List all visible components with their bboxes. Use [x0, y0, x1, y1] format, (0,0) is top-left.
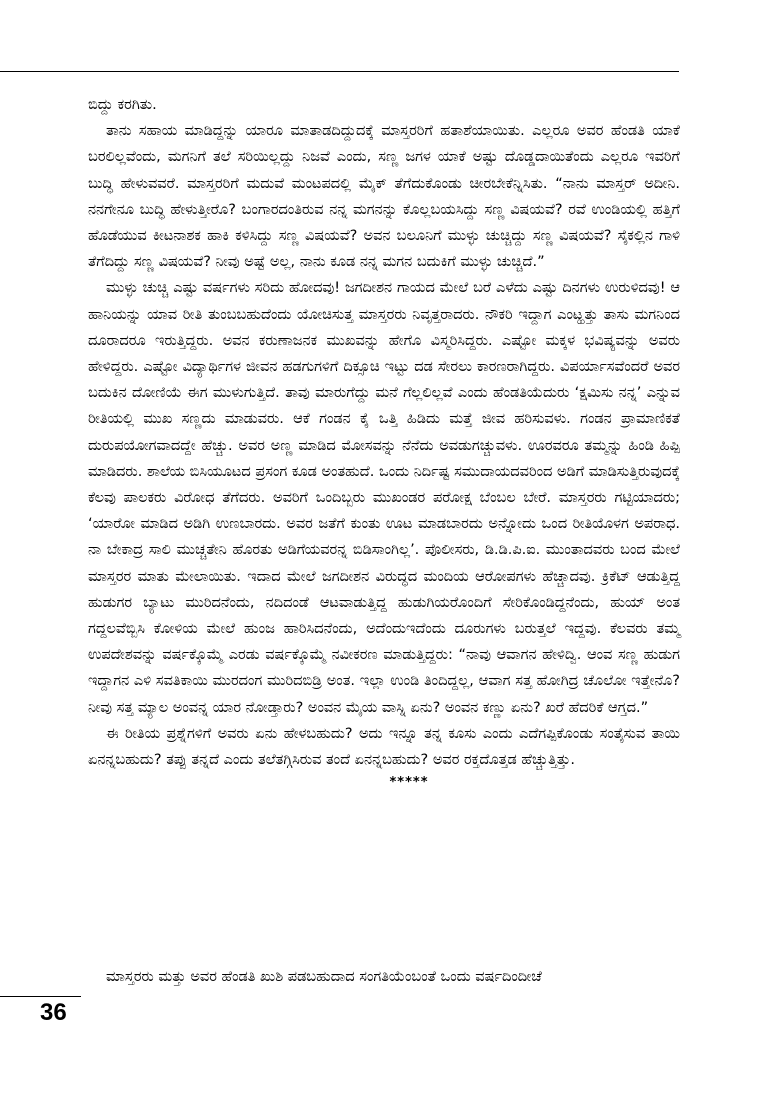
page-number: 36	[40, 999, 67, 1026]
paragraph: ಈ ರೀತಿಯ ಪ್ರಶ್ನೆಗಳಿಗೆ ಅವರು ಏನು ಹೇಳಬಹುದು? ಅದು ಇನ್ನೂ ತನ್ನ ಕೂಸು ಎಂದು ಎದೆಗಪ್ಪಿಕೊಂಡು ಸಂತೈಸುವ ತಾಯಿ ಏನನ್ನಬಹುದು? ತಪ್ಪು ತನ್ನದೆ ಎಂದು ತಲೆತಗ್ಗಿಸಿರುವ ತಂದೆ ಏನನ್ನಬಹುದು? ಅವರ ರಕ್ತದೊತ್ತಡ ಹೆಚ್ಚುತ್ತಿತ್ತು.	[88, 725, 680, 769]
paragraph-last: ಮಾಸ್ತರರು ಮತ್ತು ಅವರ ಹೆಂಡತಿ ಖುಶಿ ಪಡಬಹುದಾದ ಸಂಗತಿಯೆಂಬಂತೆ ಒಂದು ವರ್ಷದಿಂದೀಚೆ	[106, 969, 542, 985]
paragraph-continued: ಬಿದ್ದು ಕರಗಿತು.	[88, 97, 157, 113]
footer-rule	[0, 996, 81, 997]
body-text	[88, 92, 680, 793]
paragraph: ಮುಳ್ಳು ಚುಚ್ಚಿ ಎಷ್ಟು ವರ್ಷಗಳು ಸರಿದು ಹೋದವು! ಜಗದೀಶನ ಗಾಯದ ಮೇಲೆ ಬರೆ ಎಳೆದು ಎಷ್ಟು ದಿನಗಳು ಉರುಳಿದವು! ಆ ಹಾನಿಯನ್ನು ಯಾವ ರೀತಿ ತುಂಬಬಹುದೆಂದು ಯೋಚಿಸುತ್ತ ಮಾಸ್ತರರು ನಿವೃತ್ತರಾದರು. ನೌಕರಿ ಇದ್ದಾಗ ಎಂಟ್ಹತ್ತು ತಾಸು ಮಗನಿಂದ ದೂರಾದರೂ ಇರುತ್ತಿದ್ದರು. ಅವನ ಕರುಣಾಜನಕ ಮುಖವನ್ನು ಹೇಗೊ ವಿಸ್ಮರಿಸಿದ್ದರು. ಎಷ್ಟೋ ಮಕ್ಕಳ ಭವಿಷ್ಯವನ್ನು ಅವರು ಹೇಳಿದ್ದರು. ಎಷ್ಟೋ ವಿದ್ಯಾರ್ಥಿಗಳ ಜೀವನ ಹಡಗುಗಳಿಗೆ ದಿಕ್ಸೂಚಿ ಇಟ್ಟು ದಡ ಸೇರಲು ಕಾರಣರಾಗಿದ್ದರು. ವಿಪರ್ಯಾಸವೆಂದರೆ ಅವರ ಬದುಕಿನ ದೋಣಿಯೆ ಈಗ ಮುಳುಗುತ್ತಿದೆ. ತಾವು ಮಾರುಗೆದ್ದು ಮನೆ ಗೆಲ್ಲಲಿಲ್ಲವೆ ಎಂದು ಹೆಂಡತಿಯೆದುರು ‘ಕ್ಷಮಿಸು ನನ್ನ’ ಎನ್ನುವ ರೀತಿಯಲ್ಲಿ ಮುಖ ಸಣ್ಣದು ಮಾಡುವರು. ಆಕೆ ಗಂಡನ ಕೈ ಒತ್ತಿ ಹಿಡಿದು ಮತ್ತೆ ಜೀವ ಹರಿಸುವಳು. ಗಂಡನ ಪ್ರಾಮಾಣಿಕತೆ ದುರುಪಯೋಗವಾದದ್ದೇ ಹೆಚ್ಚು. ಅವರ ಅಣ್ಣ ಮಾಡಿದ ಮೋಸವನ್ನು ನೆನೆದು ಅವಡುಗಚ್ಚುವಳು. ಊರವರೂ ತಮ್ಮನ್ನು ಹಿಂಡಿ ಹಿಪ್ಪಿ ಮಾಡಿದರು. ಶಾಲೆಯ ಬಿಸಿಯೂಟದ ಪ್ರಸಂಗ ಕೂಡ ಅಂತಹುದೆ. ಒಂದು ನಿರ್ದಿಷ್ಟ ಸಮುದಾಯದವರಿಂದ ಅಡಿಗೆ ಮಾಡಿಸುತ್ತಿರುವುದಕ್ಕೆ ಕೆಲವು ಪಾಲಕರು ವಿರೋಧ ತೆಗೆದರು. ಅವರಿಗೆ ಒಂದಿಬ್ಬರು ಮುಖಂಡರ ಪರೋಕ್ಷ ಬೆಂಬಲ ಬೇರೆ. ಮಾಸ್ತರರು ಗಟ್ಟಿಯಾದರು; ‘ಯಾರೋ ಮಾಡಿದ ಅಡಿಗಿ ಉಣಬಾರದು. ಅವರ ಜತೆಗೆ ಕುಂತು ಊಟ ಮಾಡಬಾರದು ಅನ್ನೋದು ಒಂದ ರೀತಿಯೊಳಗ ಅಪರಾಧ. ನಾ ಬೇಕಾದ್ರ ಸಾಲಿ ಮುಚ್ಚತೇನಿ ಹೊರತು ಅಡಿಗೆಯವರನ್ನ ಬಿಡಿಸಾಂಗಿಲ್ಲ’. ಪೊಲೀಸರು, ಡಿ.ಡಿ.ಪಿ.ಐ. ಮುಂತಾದವರು ಬಂದ ಮೇಲೆ ಮಾಸ್ತರರ ಮಾತು ಮೇಲಾಯಿತು. ಇದಾದ ಮೇಲೆ ಜಗದೀಶನ ವಿರುದ್ಧದ ಮಂದಿಯ ಆರೋಪಗಳು ಹೆಚ್ಚಾದವು. ಕ್ರಿಕೆಟ್ ಆಡುತ್ತಿದ್ದ ಹುಡುಗರ ಬ್ಯಾಟು ಮುರಿದನೆಂದು, ನದಿದಂಡೆ ಆಟವಾಡುತ್ತಿದ್ದ ಹುಡುಗಿಯರೊಂದಿಗೆ ಸೇರಿಕೊಂಡಿದ್ದನೆಂದು, ಹುಯ್ ಅಂತ ಗದ್ದಲವೆಬ್ಬಿಸಿ ಕೋಳಿಯ ಮೇಲೆ ಹುಂಜ ಹಾರಿಸಿದನೆಂದು, ಅದೆಂದುಇದೆಂದು ದೂರುಗಳು ಬರುತ್ತಲೆ ಇದ್ದವು. ಕೆಲವರು ತಮ್ಮ ಉಪದೇಶವನ್ನು ವರ್ಷಕ್ಕೊಮ್ಮೆ ಎರಡು ವರ್ಷಕ್ಕೊಮ್ಮೆ ನವೀಕರಣ ಮಾಡುತ್ತಿದ್ದರು: “ನಾವು ಆವಾಗನ ಹೇಳಿದ್ವಿ. ಆಂವ ಸಣ್ಣ ಹುಡುಗ ಇದ್ದಾಗನ ಎಳಿ ಸವತಿಕಾಯಿ ಮುರದಂಗ ಮುರಿದಬಿಡ್ರಿ ಅಂತ. ಇಲ್ಲಾ ಉಂಡಿ ತಿಂದಿದ್ದಲ್ಲ, ಆವಾಗ ಸತ್ತ ಹೋಗಿದ್ರ ಚೊಲೋ ಇತ್ತೇನೊ? ನೀವು ಸತ್ತ ಮ್ಯಾಲ ಅಂವನ್ನ ಯಾರ ನೋಡ್ತಾರು? ಅಂವನ ಮೈಯ ವಾಸ್ನಿ ಏನು? ಅಂವನ ಕಣ್ಣು ಏನು? ಖರೆ ಹೆದರಿಕೆ ಆಗ್ತದ.”	[88, 280, 680, 716]
header-rule	[0, 71, 679, 72]
paragraph: ತಾನು ಸಹಾಯ ಮಾಡಿದ್ದನ್ನು ಯಾರೂ ಮಾತಾಡದಿದ್ದುದಕ್ಕೆ ಮಾಸ್ತರರಿಗೆ ಹತಾಶೆಯಾಯಿತು. ಎಲ್ಲರೂ ಅವರ ಹೆಂಡತಿ ಯಾಕೆ ಬರಲಿಲ್ಲವೆಂದು, ಮಗನಿಗೆ ತಲೆ ಸರಿಯಿಲ್ಲದ್ದು ನಿಜವೆ ಎಂದು, ಸಣ್ಣ ಜಗಳ ಯಾಕೆ ಅಷ್ಟು ದೊಡ್ಡದಾಯಿತೆಂದು ಎಲ್ಲರೂ ಇವರಿಗೆ ಬುದ್ಧಿ ಹೇಳುವವರೆ. ಮಾಸ್ತರರಿಗೆ ಮದುವೆ ಮಂಟಪದಲ್ಲಿ ಮೈಕ್ ತೆಗೆದುಕೊಂಡು ಚೀರಬೇಕೆನ್ನಿಸಿತು. “ನಾನು ಮಾಸ್ತರ್ ಅದೀನಿ. ನನಗೇನೂ ಬುದ್ಧಿ ಹೇಳುತ್ತೀರೊ? ಬಂಗಾರದಂತಿರುವ ನನ್ನ ಮಗನನ್ನು ಕೊಲ್ಲಬಯಸಿದ್ದು ಸಣ್ಣ ವಿಷಯವೆ? ರವೆ ಉಂಡಿಯಲ್ಲಿ ಹತ್ತಿಗೆ ಹೊಡೆಯುವ ಕೀಟನಾಶಕ ಹಾಕಿ ಕಳಿಸಿದ್ದು ಸಣ್ಣ ವಿಷಯವೆ? ಅವನ ಬಲೂನಿಗೆ ಮುಳ್ಳು ಚುಚ್ಚಿದ್ದು ಸಣ್ಣ ವಿಷಯವೆ? ಸೈಕಲ್ಲಿನ ಗಾಳಿ ತೆಗೆದಿದ್ದು ಸಣ್ಣ ವಿಷಯವೆ? ನೀವು ಅಷ್ಟೆ ಅಲ್ಲ, ನಾನು ಕೂಡ ನನ್ನ ಮಗನ ಬದುಕಿಗೆ ಮುಳ್ಳು ಚುಚ್ಚಿದೆ.”	[88, 123, 680, 271]
section-separator: *****	[389, 775, 429, 791]
